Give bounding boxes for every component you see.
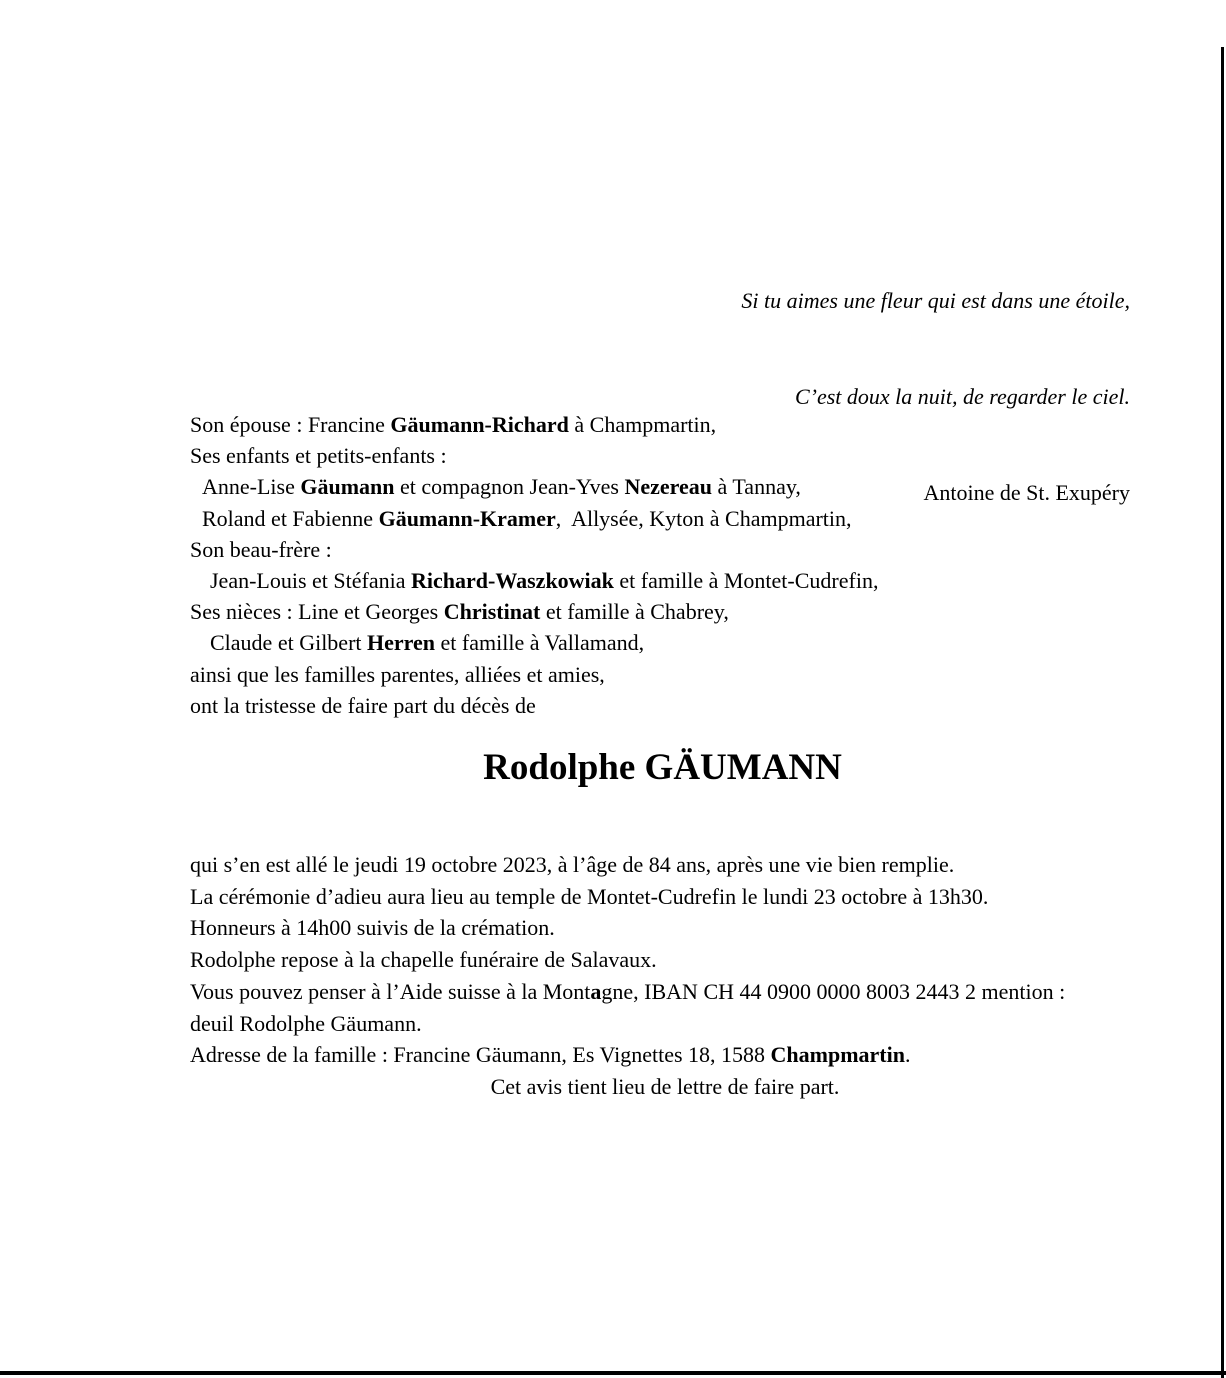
page-edge-bottom — [0, 1371, 1226, 1375]
text-line — [190, 944, 1140, 976]
text-segment: Nezereau — [624, 474, 713, 500]
text-line — [190, 1039, 1140, 1071]
text-segment: Jean-Louis et Stéfania — [210, 568, 411, 594]
text-segment: à Tannay, — [712, 474, 801, 500]
deceased-name-heading: Rodolphe GÄUMANN — [483, 747, 842, 788]
text-segment: Gäumann — [300, 474, 395, 500]
text-segment: Rodolphe repose à la chapelle funéraire de Salavaux. — [190, 947, 657, 973]
text-line — [190, 1008, 1140, 1040]
text-line — [190, 690, 1140, 721]
text-segment: Cet avis tient lieu de lettre de faire part. — [490, 1073, 840, 1099]
text-line — [190, 659, 1140, 690]
text-segment: Roland et Fabienne — [202, 505, 379, 531]
ceremony-details-block — [190, 849, 1140, 1103]
text-segment: Son épouse : Francine — [190, 412, 391, 437]
text-segment: Son beau-frère : — [190, 536, 332, 562]
text-line — [190, 1071, 1140, 1103]
text-segment: Richard-Waszkowiak — [411, 568, 614, 594]
text-line — [190, 881, 1140, 913]
text-line — [190, 912, 1140, 944]
text-segment: Adresse de la famille : Francine Gäumann, Es Vignettes 18, 1588 — [190, 1042, 771, 1068]
text-segment: ont la tristesse de faire part du décès de — [190, 692, 536, 718]
text-segment: Gäumann-Richard — [390, 412, 569, 437]
text-segment: . — [904, 1042, 911, 1068]
text-line — [190, 627, 1140, 658]
text-line — [190, 976, 1140, 1008]
text-line — [190, 409, 1140, 440]
text-segment: qui s’en est allé le jeudi 19 octobre 2023, à l’âge de 84 ans, après une vie bien remplie. — [190, 852, 955, 877]
text-segment: Champmartin — [770, 1042, 905, 1068]
text-segment: ainsi que les familles parentes, alliées et amies, — [190, 661, 605, 687]
text-segment: Claude et Gilbert — [210, 630, 368, 656]
text-line — [190, 503, 1140, 534]
quote-line-1: Si tu aimes une fleur qui est dans une étoile, — [741, 288, 1130, 313]
text-segment: Ses nièces : Line et Georges — [190, 599, 444, 625]
text-segment: et famille à Chabrey, — [540, 599, 729, 625]
text-line — [190, 596, 1140, 627]
text-segment: deuil Rodolphe Gäumann. — [190, 1010, 422, 1036]
text-segment: La cérémonie d’adieu aura lieu au temple de Montet-Cudrefin le lundi 23 octobre à 13h30. — [190, 883, 989, 909]
text-segment: gne, IBAN CH 44 0900 0000 8003 2443 2 mention : — [601, 978, 1066, 1004]
page-edge-right — [1221, 47, 1224, 1378]
text-segment: à Champmartin, — [568, 412, 717, 437]
text-segment: Vous pouvez penser à l’Aide suisse à la Mont — [190, 978, 591, 1004]
text-segment: et compagnon Jean-Yves — [394, 474, 625, 500]
text-segment: Herren — [367, 630, 436, 656]
text-segment: et famille à Vallamand, — [435, 630, 645, 656]
family-announcement-block — [190, 409, 1140, 721]
text-segment: Ses enfants et petits-enfants : — [190, 443, 447, 469]
text-segment: Gäumann-Kramer — [378, 505, 556, 531]
text-line — [190, 440, 1140, 471]
text-segment: et famille à Montet-Cudrefin, — [613, 568, 879, 594]
text-segment: , Allysée, Kyton à Champmartin, — [555, 505, 852, 531]
text-segment: a — [590, 978, 602, 1004]
quote-attribution: Antoine de St. Exupéry — [923, 480, 1130, 505]
text-line — [190, 471, 1140, 502]
text-line — [190, 565, 1140, 596]
text-segment: Honneurs à 14h00 suivis de la crémation. — [190, 915, 555, 941]
text-segment: Christinat — [443, 599, 541, 625]
text-segment: Anne-Lise — [202, 474, 301, 500]
quote-line-2: C’est doux la nuit, de regarder le ciel. — [794, 384, 1130, 409]
text-line — [190, 534, 1140, 565]
text-line — [190, 849, 1140, 881]
